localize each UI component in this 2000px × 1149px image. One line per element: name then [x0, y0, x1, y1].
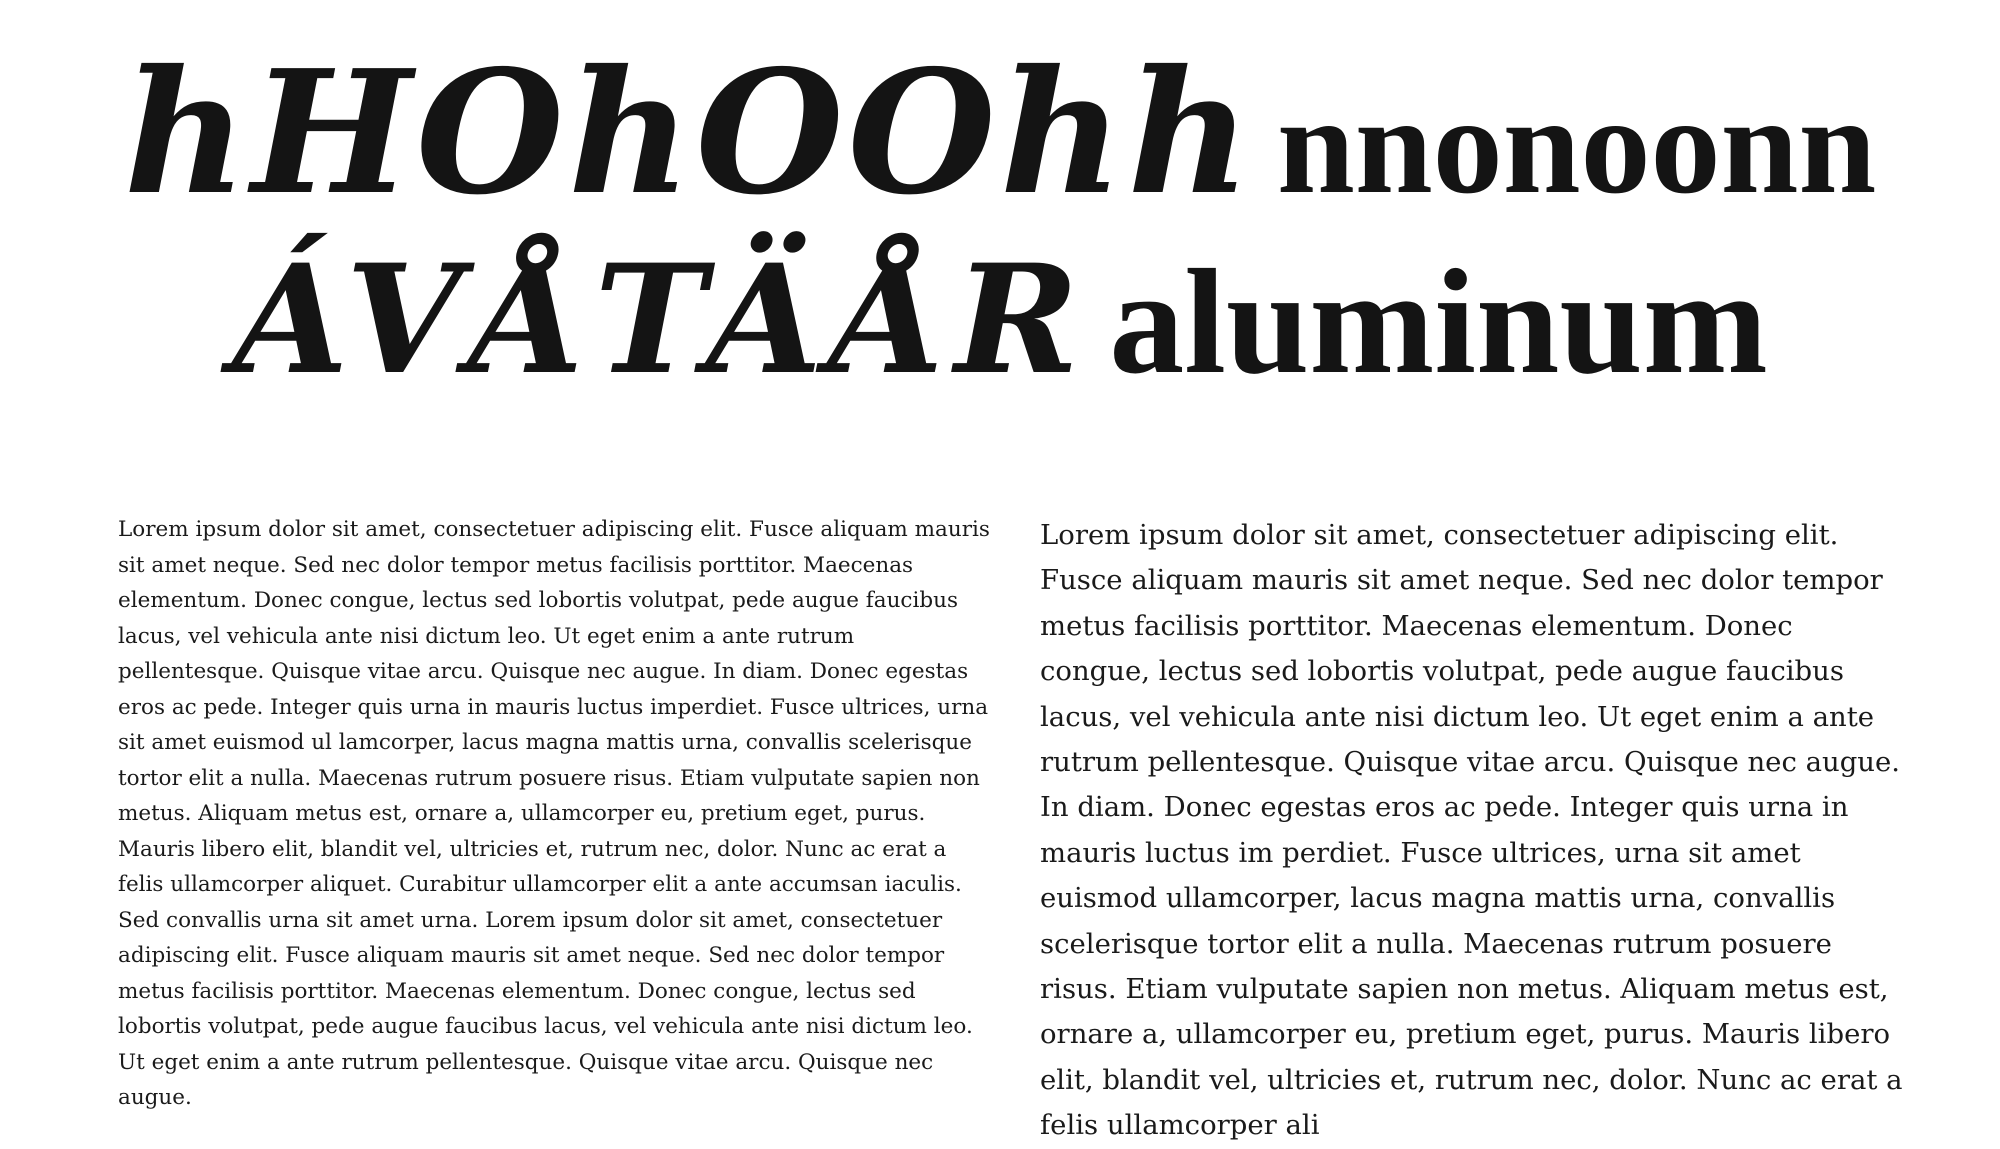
headline-line-2 — [0, 232, 2000, 408]
headline-line-1 — [0, 33, 2000, 233]
specimen-large-paragraph: Lorem ipsum dolor sit amet, consectetuer adipiscing elit. Fusce aliquam mauris sit amet neque. Sed nec dolor tempor metus facilisis porttitor. Maecenas elementum. Donec congue, lectus sed lobortis volutpat, pede augue faucibus lacus, vel vehicula ante nisi dictum leo. Ut eget enim a ante rutrum pellentesque. Quisque vitae arcu. Quisque nec augue. In diam. Donec egestas eros ac pede. Integer quis urna in mauris luctus im perdiet. Fusce ultrices, urna sit amet euismod ullamcorper, lacus magna mattis urna, convallis scelerisque tortor elit a nulla. Maecenas rutrum posuere risus. Etiam vulputate sapien non metus. Aliquam metus est, ornare a, ullamcorper eu, pretium eget, purus. Mauris libero elit, blandit vel, ultricies et, rutrum nec, dolor. Nunc ac erat a felis ullamcorper ali — [1040, 519, 1903, 1142]
specimen-small-paragraph: Lorem ipsum dolor sit amet, consectetuer adipiscing elit. Fusce aliquam mauris sit amet neque. Sed nec dolor tempor metus facilisis porttitor. Maecenas elementum. Donec congue, lectus sed lobortis volutpat, pede augue faucibus lacus, vel vehicula ante nisi dictum leo. Ut eget enim a ante rutrum pellentesque. Quisque vitae arcu. Quisque nec augue. In diam. Donec egestas eros ac pede. Integer quis urna in mauris luctus imperdiet. Fusce ultrices, urna sit amet euismod ul lamcorper, lacus magna mattis urna, convallis scelerisque tortor elit a nulla. Maecenas rutrum posuere risus. Etiam vulputate sapien non metus. Aliquam metus est, ornare a, ullamcorper eu, pretium eget, purus. Mauris libero elit, blandit vel, ultricies et, rutrum nec, dolor. Nunc ac erat a felis ullamcorper aliquet. Curabitur ullamcorper elit a ante accumsan iaculis. Sed convallis urna sit amet urna. Lorem ipsum dolor sit amet, consectetuer adipiscing elit. Fusce aliquam mauris sit amet neque. Sed nec dolor tempor metus facilisis porttitor. Maecenas elementum. Donec congue, lectus sed lobortis volutpat, pede augue faucibus lacus, vel vehicula ante nisi dictum leo. Ut eget enim a ante rutrum pellentesque. Quisque vitae arcu. Quisque nec augue. — [118, 517, 990, 1110]
headline-1-capitals: hHOhOOhh — [123, 33, 1255, 233]
headline-2-capitals: ÁVÅTÄÅR — [232, 232, 1088, 408]
headline-2-lowercase: aluminum — [1109, 239, 1768, 405]
headline-1-lowercase: nnonoonn — [1276, 68, 1877, 223]
